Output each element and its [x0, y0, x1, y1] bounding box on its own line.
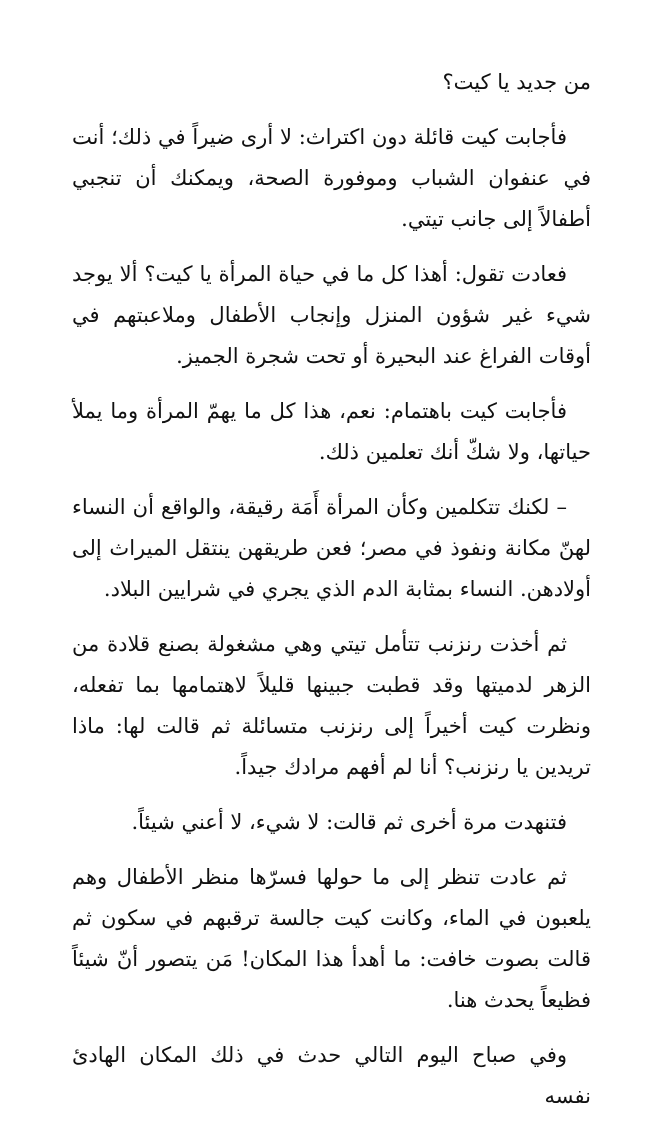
paragraph-9: وفي صباح اليوم التالي حدث في ذلك المكان الهادئ نفسه — [72, 1043, 591, 1108]
book-page — [72, 62, 591, 1131]
paragraph-1: من جديد يا كيت؟ — [442, 70, 591, 94]
paragraph-8: ثم عادت تنظر إلى ما حولها فسرّها منظر الأطفال وهم يلعبون في الماء، وكانت كيت جالسة ترقبهم في سكون ثم قالت بصوت خافت: ما أهدأ هذا المكان! مَن يتصور أنّ شيئاً فظيعاً يحدث هنا. — [72, 865, 591, 1012]
paragraph-7: فتنهدت مرة أخرى ثم قالت: لا شيء، لا أعني شيئاً. — [131, 810, 567, 834]
paragraph-5: – لكنك تتكلمين وكأن المرأة أَمَة رقيقة، والواقع أن النساء لهنّ مكانة ونفوذ في مصر؛ فعن طريقهن ينتقل الميراث إلى أولادهن. النساء بمثابة الدم الذي يجري في شرايين البلاد. — [72, 495, 591, 601]
paragraph-6: ثم أخذت رنزنب تتأمل تيتي وهي مشغولة بصنع قلادة من الزهر لدميتها وقد قطبت جبينها قليلاً لاهتمامها بما تفعله، ونظرت كيت أخيراً إلى رنزنب متسائلة ثم قالت لها: ماذا تريدين يا رنزنب؟ أنا لم أفهم مرادك جيداً. — [72, 632, 591, 779]
paragraph-4: فأجابت كيت باهتمام: نعم، هذا كل ما يهمّ المرأة وما يملأ حياتها، ولا شكّ أنك تعلمين ذلك. — [72, 399, 591, 464]
paragraph-3: فعادت تقول: أهذا كل ما في حياة المرأة يا كيت؟ ألا يوجد شيء غير شؤون المنزل وإنجاب الأطفال وملاعبتهم في أوقات الفراغ عند البحيرة أو تحت شجرة الجميز. — [72, 262, 591, 368]
paragraph-2: فأجابت كيت قائلة دون اكتراث: لا أرى ضيراً في ذلك؛ أنت في عنفوان الشباب وموفورة الصحة، ويمكنك أن تنجبي أطفالاً إلى جانب تيتي. — [72, 125, 591, 231]
